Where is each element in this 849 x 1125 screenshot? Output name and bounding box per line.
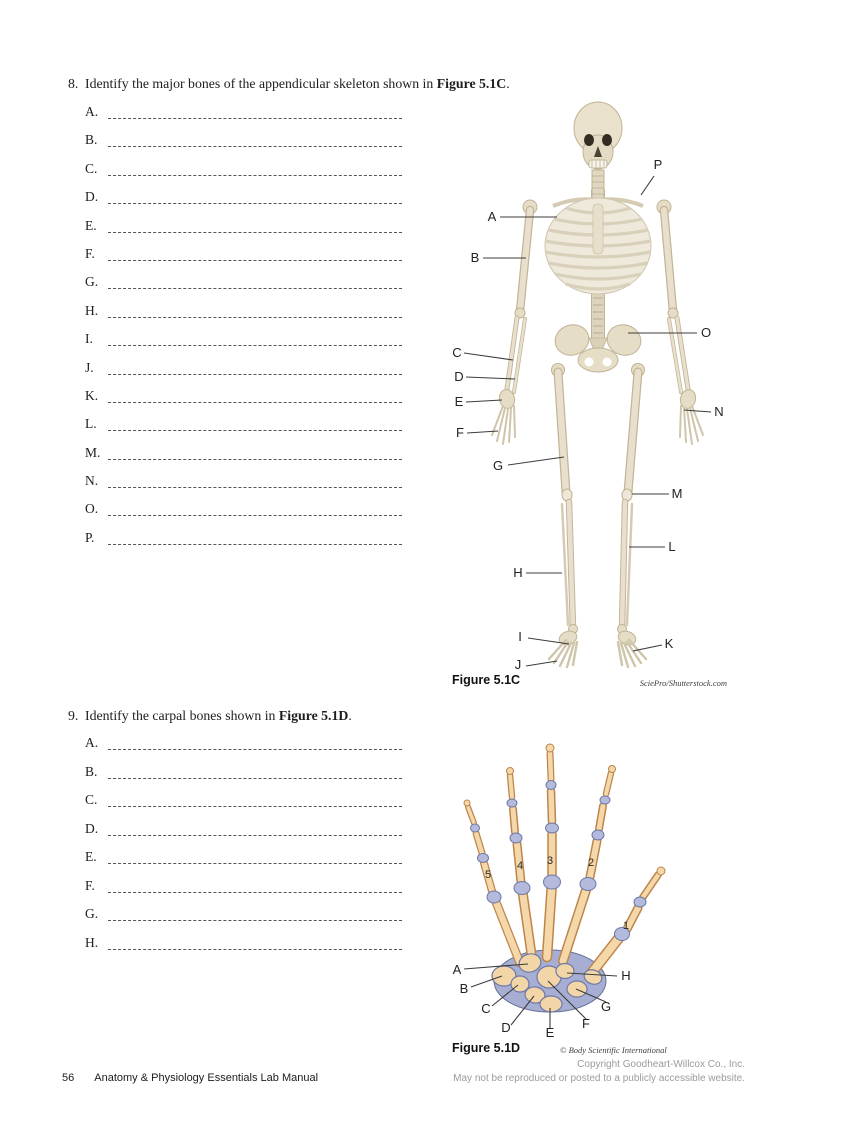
right-arm-graphic bbox=[664, 210, 703, 444]
answer-row bbox=[85, 530, 402, 558]
question-8-prompt: 8. Identify the major bones of the appendicular skeleton shown in Figure 5.1C. bbox=[68, 76, 510, 91]
answer-row bbox=[85, 161, 402, 189]
question-9-prompt: 9. Identify the carpal bones shown in Figure 5.1D. bbox=[68, 708, 352, 723]
answer-blank[interactable] bbox=[108, 878, 402, 893]
figure-d-label-d: D bbox=[501, 1020, 511, 1035]
figure-d-label-b: B bbox=[459, 981, 469, 996]
answer-row bbox=[85, 821, 402, 850]
answer-row bbox=[85, 218, 402, 246]
answer-blank[interactable] bbox=[108, 473, 402, 488]
figure-c-label-e: E bbox=[454, 394, 464, 409]
figure-c-label-i: I bbox=[518, 629, 522, 644]
answer-letter: D. bbox=[85, 820, 99, 836]
question-9-answers bbox=[85, 735, 402, 963]
answer-blank[interactable] bbox=[108, 416, 402, 431]
figure-c-label-d: D bbox=[454, 369, 464, 384]
figure-d-label-f: F bbox=[582, 1016, 590, 1031]
figure-c-label-n: N bbox=[714, 404, 724, 419]
answer-row bbox=[85, 274, 402, 302]
answer-blank[interactable] bbox=[108, 274, 402, 289]
copyright-line-1: Copyright Goodheart-Willcox Co., Inc. bbox=[577, 1059, 745, 1070]
footer-left bbox=[62, 1072, 318, 1084]
answer-blank[interactable] bbox=[108, 792, 402, 807]
answer-letter: C. bbox=[85, 792, 98, 808]
copyright-line-2: May not be reproduced or posted to a publicly accessible website. bbox=[453, 1072, 745, 1084]
answer-row bbox=[85, 764, 402, 793]
answer-row bbox=[85, 501, 402, 529]
answer-blank[interactable] bbox=[108, 161, 402, 176]
figure-c-label-o: O bbox=[700, 325, 712, 340]
answer-row bbox=[85, 360, 402, 388]
answer-letter: D. bbox=[85, 189, 99, 205]
answer-letter: B. bbox=[85, 132, 98, 148]
answer-blank[interactable] bbox=[108, 849, 402, 864]
skeleton-graphic bbox=[492, 102, 703, 667]
answer-blank[interactable] bbox=[108, 388, 402, 403]
figure-d-label-a: A bbox=[452, 962, 462, 977]
answer-row bbox=[85, 331, 402, 359]
answer-letter: L. bbox=[85, 416, 97, 432]
figure-c-label-c: C bbox=[452, 345, 462, 360]
answer-row bbox=[85, 416, 402, 444]
answer-letter: O. bbox=[85, 501, 99, 517]
answer-letter: H. bbox=[85, 934, 99, 950]
figure-c-credit: SciePro/Shutterstock.com bbox=[639, 678, 727, 688]
figure-c-label-p: P bbox=[653, 157, 663, 172]
answer-blank[interactable] bbox=[108, 104, 402, 119]
answer-letter: B. bbox=[85, 763, 98, 779]
answer-letter: E. bbox=[85, 217, 97, 233]
figure-d-label-g: G bbox=[600, 999, 612, 1014]
digit-number-2: 2 bbox=[587, 857, 595, 869]
ribcage-graphic bbox=[545, 198, 651, 294]
answer-letter: P. bbox=[85, 529, 95, 545]
answer-blank[interactable] bbox=[108, 218, 402, 233]
answer-row bbox=[85, 303, 402, 331]
answer-letter: C. bbox=[85, 160, 98, 176]
answer-row bbox=[85, 104, 402, 132]
answer-blank[interactable] bbox=[108, 303, 402, 318]
question-8-text: Identify the major bones of the appendicular skeleton shown in bbox=[85, 76, 437, 91]
question-9-number: 9. bbox=[68, 708, 79, 723]
answer-blank[interactable] bbox=[108, 360, 402, 375]
answer-letter: F. bbox=[85, 877, 95, 893]
answer-blank[interactable] bbox=[108, 530, 402, 545]
figure-c-label-f: F bbox=[456, 425, 464, 440]
answer-row bbox=[85, 792, 402, 821]
answer-blank[interactable] bbox=[108, 246, 402, 261]
skull-graphic bbox=[574, 102, 622, 169]
digit-number-5: 5 bbox=[484, 869, 492, 881]
fingertip-graphic bbox=[464, 744, 665, 875]
page-number: 56 bbox=[62, 1072, 75, 1084]
answer-row bbox=[85, 878, 402, 907]
answer-letter: N. bbox=[85, 473, 99, 489]
answer-blank[interactable] bbox=[108, 445, 402, 460]
figure-c-label-g: G bbox=[492, 458, 504, 473]
figure-c-label-j: J bbox=[514, 657, 522, 672]
question-9-figure-ref: Figure 5.1D bbox=[278, 708, 349, 723]
hand-graphic bbox=[464, 744, 665, 1012]
figure-c-label-b: B bbox=[470, 250, 480, 265]
answer-row bbox=[85, 849, 402, 878]
answer-letter: E. bbox=[85, 849, 97, 865]
figure-d-label-h: H bbox=[621, 968, 631, 983]
answer-letter: J. bbox=[85, 359, 94, 375]
answer-row bbox=[85, 735, 402, 764]
digit-number-4: 4 bbox=[516, 860, 524, 872]
figure-d-label-c: C bbox=[481, 1001, 491, 1016]
answer-letter: A. bbox=[85, 104, 99, 119]
legs-graphic bbox=[549, 364, 646, 668]
answer-letter: I. bbox=[85, 331, 93, 347]
footer-copyright bbox=[453, 1058, 745, 1085]
answer-letter: F. bbox=[85, 245, 95, 261]
answer-blank[interactable] bbox=[108, 501, 402, 516]
answer-row bbox=[85, 132, 402, 160]
answer-row bbox=[85, 189, 402, 217]
answer-blank[interactable] bbox=[108, 189, 402, 204]
figure-d-credit: © Body Scientific International bbox=[560, 1045, 667, 1055]
answer-row bbox=[85, 445, 402, 473]
answer-blank[interactable] bbox=[108, 906, 402, 921]
digit-number-3: 3 bbox=[546, 855, 554, 867]
answer-blank[interactable] bbox=[108, 935, 402, 950]
figure-d-caption: Figure 5.1D bbox=[452, 1041, 521, 1055]
answer-row bbox=[85, 473, 402, 501]
answer-row bbox=[85, 246, 402, 274]
figure-c-label-k: K bbox=[664, 636, 674, 651]
answer-blank[interactable] bbox=[108, 132, 402, 147]
answer-blank[interactable] bbox=[108, 821, 402, 836]
figure-c-label-l: L bbox=[668, 539, 676, 554]
answer-letter: G. bbox=[85, 906, 99, 922]
answer-letter: G. bbox=[85, 274, 99, 290]
figure-c-label-m: M bbox=[671, 486, 683, 501]
answer-row bbox=[85, 388, 402, 416]
figure-5-1c-skeleton-image bbox=[450, 88, 740, 688]
digit-number-1: 1 bbox=[622, 920, 630, 932]
book-title: Anatomy & Physiology Essentials Lab Manual bbox=[94, 1072, 319, 1084]
left-arm-graphic bbox=[492, 210, 530, 444]
answer-letter: A. bbox=[85, 735, 99, 750]
answer-blank[interactable] bbox=[108, 764, 402, 779]
answer-blank[interactable] bbox=[108, 735, 402, 750]
question-8-answers bbox=[85, 104, 402, 558]
answer-letter: H. bbox=[85, 302, 99, 318]
question-9-text: Identify the carpal bones shown in bbox=[85, 708, 279, 723]
figure-5-1d-hand-image bbox=[450, 725, 740, 1040]
question-8-number: 8. bbox=[68, 76, 79, 91]
figure-d-label-e: E bbox=[545, 1025, 555, 1040]
answer-letter: M. bbox=[85, 444, 101, 460]
figure-c-caption: Figure 5.1C bbox=[452, 673, 521, 687]
answer-blank[interactable] bbox=[108, 331, 402, 346]
question-8-figure-ref: Figure 5.1C bbox=[436, 76, 507, 91]
joint-cartilage-graphic bbox=[471, 781, 647, 941]
figure-c-label-h: H bbox=[513, 565, 523, 580]
answer-row bbox=[85, 906, 402, 935]
answer-letter: K. bbox=[85, 387, 99, 403]
answer-row bbox=[85, 935, 402, 964]
figure-c-label-a: A bbox=[487, 209, 497, 224]
